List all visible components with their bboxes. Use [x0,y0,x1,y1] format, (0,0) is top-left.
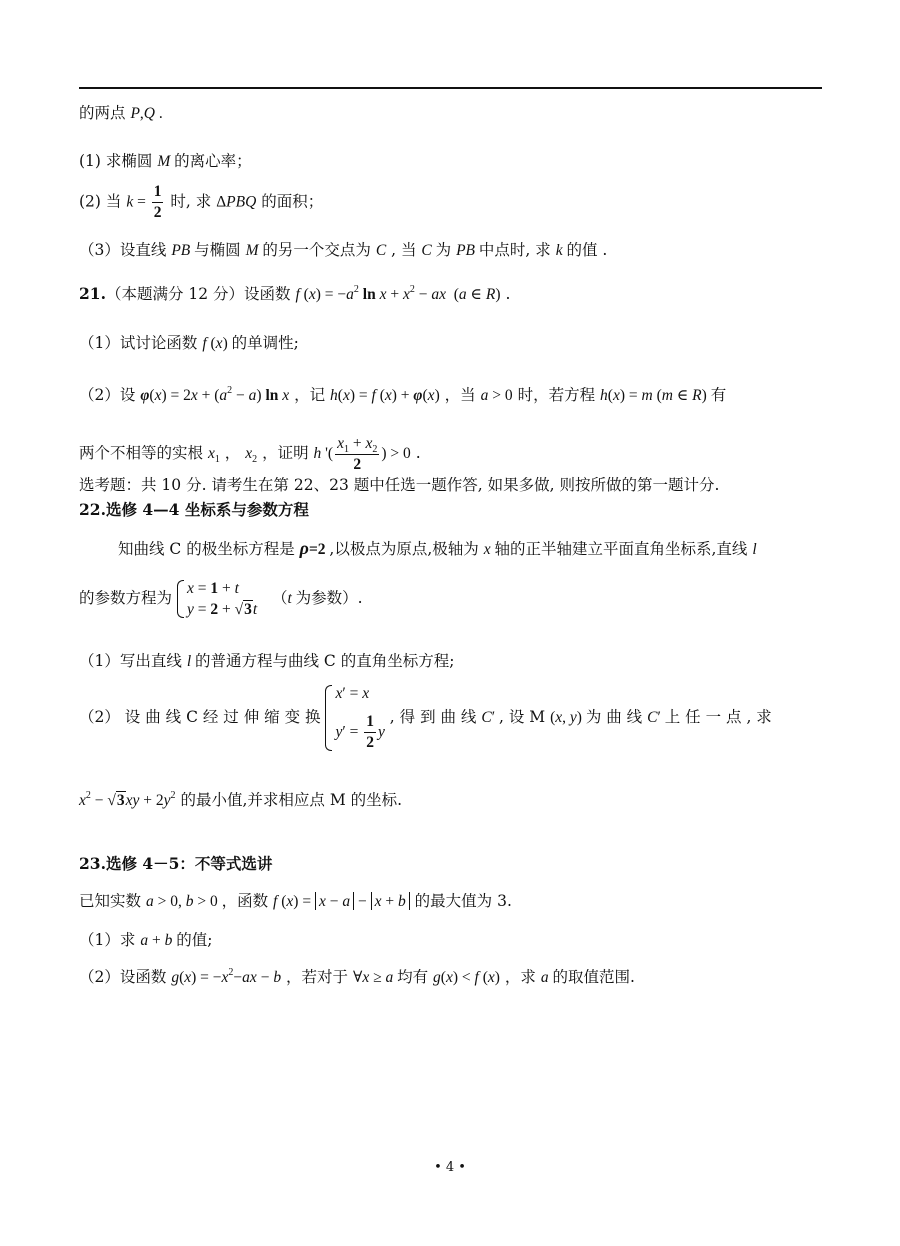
text-span: 上 任 一 点 , 求 [664,708,772,726]
text-span: 的面积； [261,192,324,211]
text-span: ，证明 [262,444,309,462]
text-line: （2）设函数 $g(x) = -x^2-ax - b$ ，若对于 ∀x ≥ a 均有 g(x) < f (x) ，求 a 的取值范围. [79,967,635,986]
text-span: 的值; [176,931,213,949]
text-span: （2） 设 曲 线 C 经 过 伸 缩 变 换 [79,708,321,726]
elective-note [79,475,719,495]
text-span: 为 [435,241,452,259]
text-line: 知曲线 C 的极坐标方程是 ρ=2 ,以极点为原点,极轴为 x 轴的正半轴建立平面直角坐标系,直线 l [118,538,757,558]
text-span: 的参数方程为 [79,589,173,607]
text-line: （1）求 a + b 的值; [79,931,213,949]
transform-system: x′ = x y′ = $\frac{1}{2}$ y [325,683,384,753]
text-span: ，记 [294,386,326,404]
text-line: 两个不相等的实根 $x_1$ ， $x_2$ ，证明 h '( $\frac{x_1 + x_2}{2}$ ) > 0 . [79,435,421,473]
equation-system: x = 1 + t y = 2 + √3t [177,578,257,620]
text-span: 的取值范围. [552,968,635,986]
text-span: 的最小值,并求相应点 M 的坐标. [180,791,403,809]
text-span: ，函数 [221,892,269,910]
text-line: （1）试讨论函数 f (x) 的单调性; [79,334,299,352]
text-span: 的单调性; [231,334,299,352]
text-span: 时，若方程 [517,386,596,404]
text-span: 的两点 [79,104,126,122]
text-span: (1) 求椭圆 [79,152,153,170]
text-span: 的值 . [566,241,608,259]
text-span: （本题满分 12 分）设函数 [105,285,291,303]
fraction: $\frac{x_1 + x_2}{2}$ [337,435,378,473]
text-line: （3）设直线 PB 与椭圆 M 的另一个交点为 C , 当 C 为 PB 中点时, 求 k 的值 . [79,241,608,259]
question-21: 21.（本题满分 12 分）设函数 f $(x) = -a^2$ $\ln x + x^2$ − ax (a ∈ R) . [79,284,511,303]
text-span: 的最大值为 3. [414,892,512,910]
text-span: (2) 当 [79,192,122,211]
text-span: ，当 [444,386,476,404]
text-span: 两个不相等的实根 [79,444,204,462]
text-span: 选修 4－5：不等式选讲 [105,854,273,873]
question-number: 22. [79,500,106,519]
text-line: (2) 当 k = $\frac{1}{2}$ 时, 求 ΔPBQ 的面积； [79,183,324,221]
text-span: （ [271,589,288,607]
fraction: $\frac{1}{2}$ [366,713,374,751]
text-span: , 设 M [498,708,546,726]
text-span: ， [224,444,241,462]
text-span: . [505,285,511,303]
text-line: $x^2 - √3xy + 2y^2$ 的最小值,并求相应点 M 的坐标. [79,790,403,809]
text-span: 选考题：共 10 分. 请考生在第 22、23 题中任选一题作答, 如果多做, 则按所做的第一题计分. [79,476,720,494]
text-span: （2）设 [79,386,136,404]
text-line: （2） 设 曲 线 C 经 过 伸 缩 变 换 x′ = x y′ = $\frac{1}{2}$ y , 得 到 曲 线 C′ , 设 M (x, y) 为 曲 线 C′ 上 任 一 点 , 求 [79,685,772,751]
question-23-title [79,854,272,874]
question-number: 21. [79,284,106,303]
text-span: （1）写出直线 [79,652,182,670]
text-span: 中点时, 求 [478,241,551,259]
text-span: . [415,444,421,462]
text-span: 时, 求 [170,192,212,211]
text-span: 有 [710,386,727,404]
text-span: 选修 4—4 坐标系与参数方程 [105,500,309,519]
text-span: 轴的正半轴建立平面直角坐标系,直线 [494,540,748,558]
text-span: 的离心率； [174,152,252,170]
text-span: （3）设直线 [79,241,167,259]
text-span: （1）求 [79,931,136,949]
text-line: （2）设 $\varphi(x) = 2x + (a^2 - a)$ ln x ，记 h(x) = f (x) + φ(x) ，当 a > 0 时，若方程 h(x) = m (m ∈ R) 有 [79,385,727,404]
text-span: ，若对于 [286,968,349,986]
text-span: 的普通方程与曲线 C 的直角坐标方程; [195,652,455,670]
text-line: 已知实数 a > 0, b > 0 ，函数 f (x) = x − a − x + b 的最大值为 3. [79,892,512,910]
text-span: （2）设函数 [79,968,167,986]
page-number: • 4 • [434,1160,466,1175]
text-line: 的两点 P,Q . [79,104,163,122]
question-22-title [79,500,309,520]
text-span: ,以极点为原点,极轴为 [329,540,479,558]
text-span: , 得 到 曲 线 [389,708,477,726]
text-line: （1）写出直线 l 的普通方程与曲线 C 的直角坐标方程; [79,652,455,670]
text-line: 的参数方程为 x = 1 + t y = 2 + √3t （t 为参数）. [79,580,363,618]
text-span: 为 曲 线 [585,708,643,726]
text-span: , 当 [391,241,417,259]
text-span: 知曲线 C 的极坐标方程是 [118,540,295,558]
text-span: 的另一个交点为 [262,241,371,259]
text-span: 均有 [397,968,429,986]
top-rule [79,87,822,89]
fraction: $\frac{1}{2}$ [153,183,162,221]
text-span: 与椭圆 [194,241,241,259]
text-span: （1）试讨论函数 [79,334,198,352]
text-span: 为参数）. [295,589,363,607]
question-number: 23. [79,854,106,873]
text-span: 已知实数 [79,892,142,910]
text-span: ，求 [504,968,536,986]
text-line: (1) 求椭圆 M 的离心率； [79,152,252,170]
